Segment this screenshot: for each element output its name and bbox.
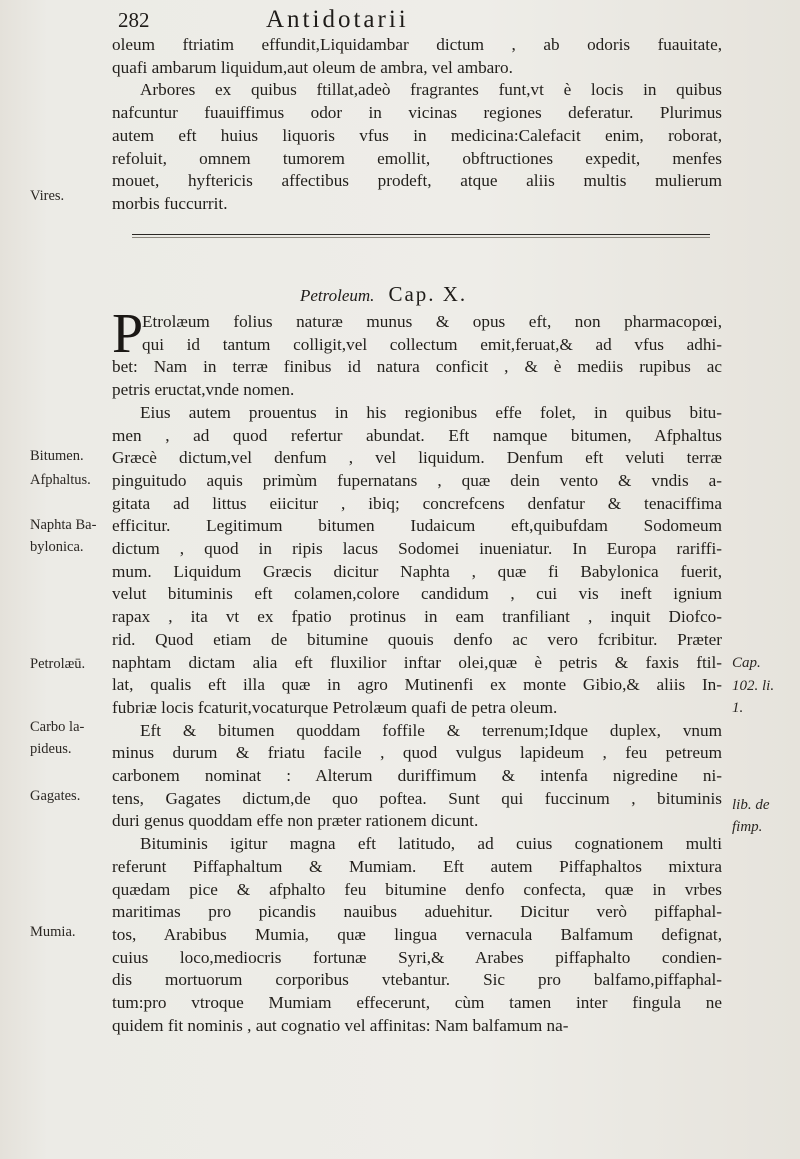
chapter-title: Petroleum. — [300, 286, 375, 305]
text-line: duri genus quoddam effe non præter rationem dicunt. — [112, 811, 479, 831]
text-line: mum. Liquidum Græcis dicitur Naphta , quæ fi Babylonica fuerit, — [112, 561, 722, 581]
drop-cap: P — [112, 303, 144, 365]
text-line: maritimas pro picandis nauibus aduehitur. Dicitur verò piffaphal- — [112, 902, 722, 922]
margin-note-carbo-1: Carbo la- — [30, 719, 85, 735]
text-line: men , ad quod refertur abundat. Eft namque bitumen, Afphaltus — [112, 425, 722, 445]
text-line: rapax , ita vt ex fpatio protinus in eam tranfiliant , inquit Diofco- — [112, 607, 722, 627]
text-line: quafi ambarum liquidum,aut oleum de ambra, vel ambaro. — [112, 57, 513, 77]
margin-note-naphta-2: bylonica. — [30, 539, 84, 555]
text-line: Græcè dictum,vel denfum , vel liquidum. Denfum eft veluti terræ — [112, 448, 722, 468]
running-head: Antidotarii — [266, 6, 409, 33]
margin-ref-1: 1. — [732, 700, 744, 716]
text-line: rid. Quod etiam de bitumine quouis denfo ac vero fcribitur. Præter — [112, 629, 722, 649]
section-divider — [132, 234, 710, 238]
text-line: petris eructat,vnde nomen. — [112, 380, 295, 400]
text-line: velut bituminis eft colamen,colore candidum , cui vis ineft ignium — [112, 584, 722, 604]
text-line: gitata ad littus eiicitur , ibiq; concrefcens denfatur & tenaciffima — [112, 493, 722, 513]
top-paragraph — [112, 34, 722, 216]
margin-note-vires: Vires. — [30, 188, 65, 204]
text-line: oleum ftriatim effundit,Liquidambar dictum , ab odoris fuauitate, — [112, 35, 722, 54]
margin-note-mumia: Mumia. — [30, 924, 76, 940]
text-line: quædam pice & afphalto feu bitumine denfo confecta, quæ in vrbes — [112, 879, 722, 899]
text-line: referunt Piffaphaltum & Mumiam. Eft autem Piffaphaltos mixtura — [112, 856, 722, 876]
text-line: dictum , quod in ripis lacus Sodomei inueniatur. In Europa rariffi- — [112, 539, 722, 559]
text-line: refoluit, omnem tumorem emollit, obftructiones expedit, menfes — [112, 148, 722, 168]
text-line: tens, Gagates dictum,de quo poftea. Sunt qui fuccinum , bituminis — [112, 788, 722, 808]
text-line: autem eft huius liquoris vfus in medicina:Calefacit enim, roborat, — [112, 125, 722, 145]
text-line: quidem fit nominis , aut cognatio vel affinitas: Nam balfamum na- — [112, 1015, 569, 1035]
text-line: fubriæ locis fcaturit,vocaturque Petrolæum quafi de petra oleum. — [112, 697, 558, 717]
text-line: carbonem nominat : Alterum duriffimum & intenfa nigredine ni- — [112, 766, 722, 786]
text-line: cuius loco,mediocris fortunæ Syri,& Arabes piffaphalto condien- — [112, 947, 722, 967]
text-line: Eius autem prouentus in his regionibus effe folet, in quibus bitu- — [140, 402, 722, 422]
margin-note-petroleum: Petrolæū. — [30, 656, 86, 672]
text-line: efficitur. Legitimum bitumen Iudaicum eft,quibufdam Sodomeum — [112, 516, 722, 536]
margin-note-gagates: Gagates. — [30, 788, 81, 804]
text-line: lat, qualis eft illa quæ in agro Mutinenfi ex monte Gibio,& aliis In- — [112, 675, 722, 695]
chapter-heading — [300, 282, 600, 307]
text-line: pinguitudo aquis primùm fupernatans , quæ dein vento & vndis a- — [112, 470, 722, 490]
text-line: morbis fuccurrit. — [112, 193, 228, 213]
text-line: qui id tantum colligit,vel collectum emit,feruat,& ad vfus adhi- — [142, 334, 722, 354]
text-line: tum:pro vtroque Mumiam effecerunt, cùm tamen inter fingula ne — [112, 993, 722, 1013]
chapter-label: Cap. X. — [388, 282, 468, 306]
text-line: minus durum & friatu facile , quod vulgus lapideum , feu petreum — [112, 743, 722, 763]
margin-ref-cap: Cap. — [732, 655, 761, 671]
text-line: Etrolæum folius naturæ munus & opus eft, non pharmacopœi, — [142, 312, 722, 331]
text-line: naphtam dictam alia eft fluxilior inftar olei,quæ è petris & faxis ftil- — [112, 652, 722, 672]
text-line: tos, Arabibus Mumia, quæ lingua vernacula Balfamum defignat, — [112, 924, 722, 944]
text-line: mouet, hyftericis affectibus prodeft, atque aliis multis mulierum — [112, 171, 722, 191]
margin-ref-simp: fimp. — [732, 819, 763, 835]
text-line: Bituminis igitur magna eft latitudo, ad cuius cognationem multi — [140, 834, 722, 854]
margin-ref-102: 102. li. — [732, 678, 775, 694]
text-line: Eft & bitumen quoddam foffile & terrenum;Idque duplex, vnum — [140, 720, 722, 740]
margin-note-carbo-2: pideus. — [30, 741, 72, 757]
text-line: dis mortuorum corporibus vtebantur. Sic pro balfamo,piffaphal- — [112, 970, 722, 990]
margin-note-naphta-1: Naphta Ba- — [30, 517, 97, 533]
text-line: bet: Nam in terræ finibus id natura conficit , & è mediis rupibus ac — [112, 357, 722, 377]
text-line: Arbores ex quibus ftillat,adeò fragrantes funt,vt è locis in quibus — [140, 80, 722, 100]
margin-ref-lib: lib. de — [732, 797, 770, 813]
text-line: nafcuntur fuauiffimus odor in vicinas regiones deferatur. Plurimus — [112, 103, 722, 123]
page-number: 282 — [118, 8, 150, 32]
margin-note-afphaltus: Afphaltus. — [30, 472, 91, 488]
page-header — [98, 4, 698, 34]
margin-note-bitumen: Bitumen. — [30, 448, 84, 464]
main-text — [112, 303, 722, 1038]
